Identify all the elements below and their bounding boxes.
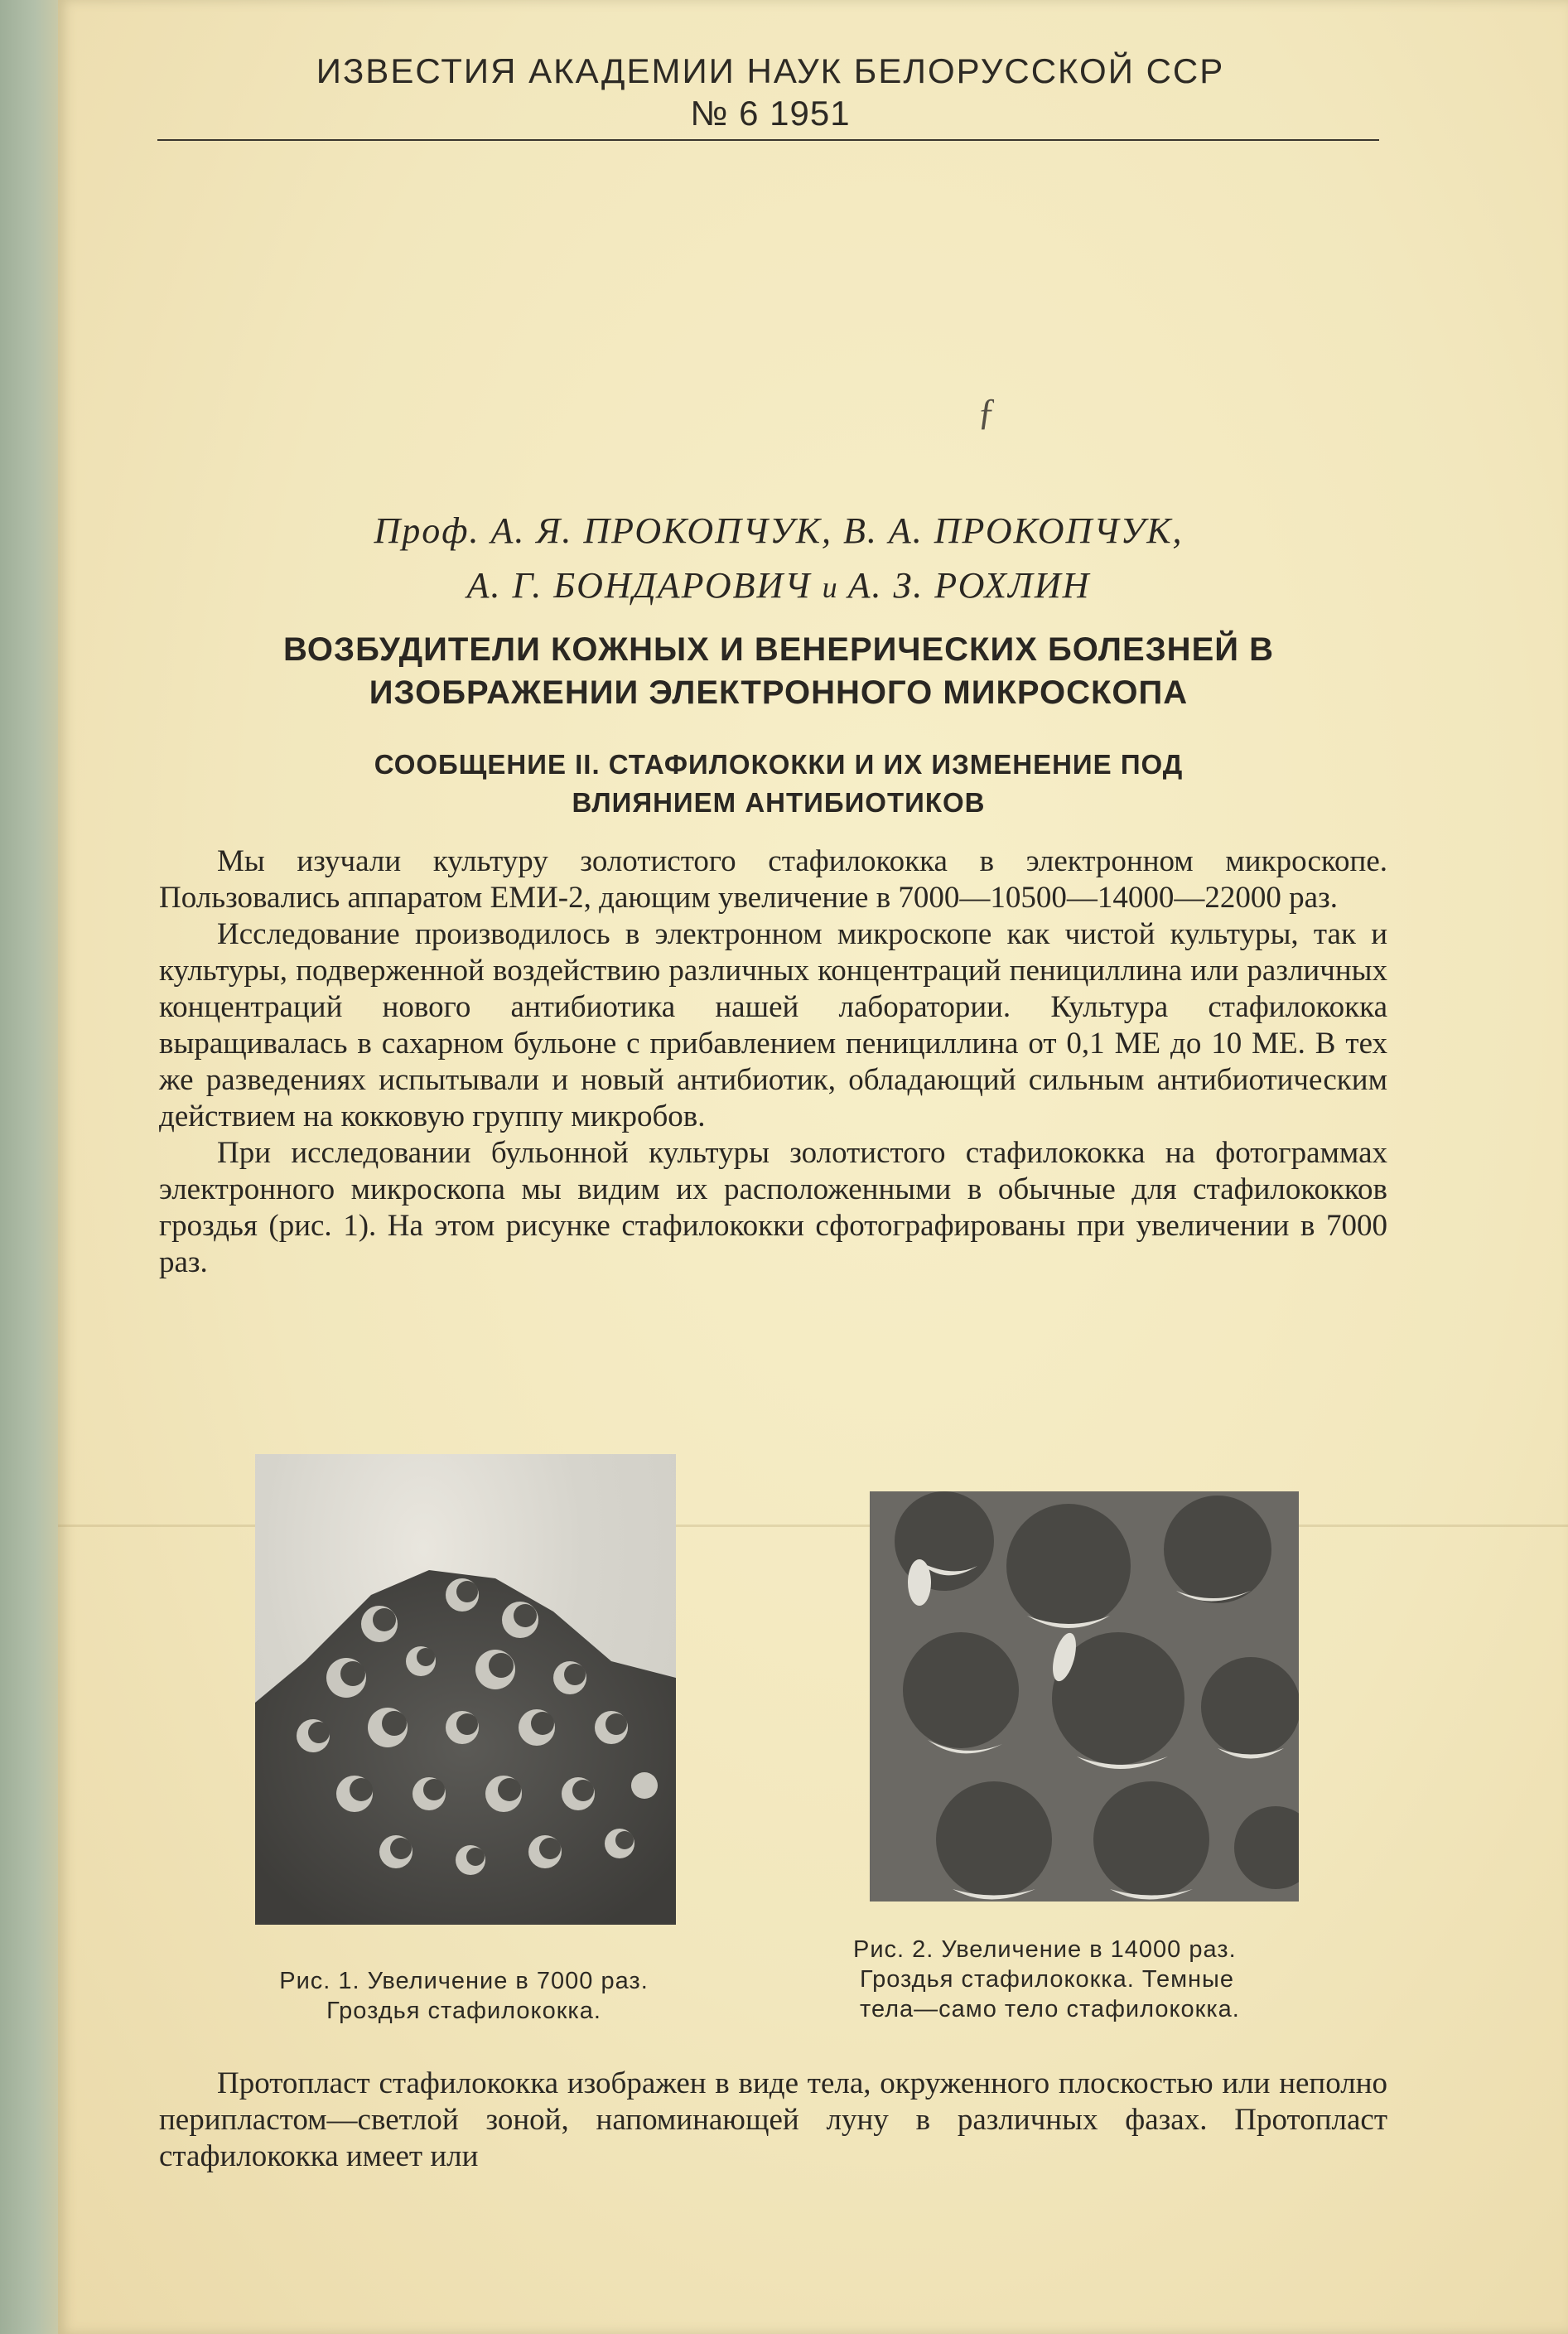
figure-1-caption-line-2: Гроздья стафилококка.	[326, 1998, 601, 2024]
figure-2-caption-line-1: Рис. 2. Увеличение в 14000 раз.	[853, 1936, 1237, 1963]
article-title-line-2: ИЗОБРАЖЕНИИ ЭЛЕКТРОННОГО МИКРОСКОПА	[369, 674, 1189, 711]
figure-1-micrograph	[255, 1454, 676, 1925]
author-line-2	[248, 558, 1309, 615]
article-title	[166, 628, 1392, 714]
journal-title: ИЗВЕСТИЯ АКАДЕМИИ НАУК БЕЛОРУССКОЙ ССР	[316, 51, 1225, 90]
author-line-1: Проф. А. Я. ПРОКОПЧУК, В. А. ПРОКОПЧУК,	[374, 510, 1184, 551]
article-subtitle-line-2: ВЛИЯНИЕМ АНТИБИОТИКОВ	[572, 787, 986, 818]
article-body	[159, 843, 1387, 1281]
article-subtitle	[232, 746, 1325, 822]
figure-2-micrograph	[870, 1491, 1299, 1902]
author-list	[248, 504, 1309, 615]
author-conjunction: и	[822, 571, 837, 604]
author-line-2-first: А. Г. БОНДАРОВИЧ	[466, 565, 812, 606]
article-title-line-1: ВОЗБУДИТЕЛИ КОЖНЫХ И ВЕНЕРИЧЕСКИХ БОЛЕЗНЕЙ В	[283, 631, 1274, 668]
figure-1-caption-line-1: Рис. 1. Увеличение в 7000 раз.	[279, 1968, 649, 1994]
binding-strip	[0, 0, 58, 2334]
paragraph-4: Протопласт стафилококка изображен в виде тела, окруженного плоскостью или неполно перипластом—светлой зоной, напоминающей луну в различных фазах. Протопласт стафилококка имеет или	[159, 2066, 1387, 2173]
header-rule	[157, 139, 1379, 141]
figure-2-caption-line-2: Гроздья стафилококка. Темные	[860, 1966, 1235, 1993]
article-body-continued	[159, 2066, 1387, 2175]
paragraph-2: Исследование производилось в электронном микроскопе как чистой культуры, так и культуры, подверженной воздействию различных концентраций пенициллина или различных концентраций нового антибиотика нашей лаборатории. Культура стафилококка выращивалась в сахарном бульоне с прибавлением пенициллина от 0,1 МЕ до 10 МЕ. В тех же разведениях испытывали и новый антибиотик, обладающий сильным антибиотическим действием на кокковую группу микробов.	[159, 917, 1387, 1133]
paragraph-3: При исследовании бульонной культуры золотистого стафилококка на фотограммах электронного микроскопа мы видим их расположенными в обычные для стафилококков гроздья (рис. 1). На этом рисунке стафилококки сфотографированы при увеличении в 7000 раз.	[159, 1136, 1387, 1279]
article-subtitle-line-1: СООБЩЕНИЕ II. СТАФИЛОКОККИ И ИХ ИЗМЕНЕНИЕ ПОД	[374, 749, 1184, 780]
author-line-2-second: А. З. РОХЛИН	[847, 565, 1091, 606]
handwritten-mark: ƒ	[977, 390, 996, 432]
figure-1-caption	[207, 1966, 721, 2026]
figure-2-caption	[853, 1935, 1350, 2024]
journal-issue: № 6 1951	[690, 94, 851, 133]
paragraph-1: Мы изучали культуру золотистого стафилококка в электронном микроскопе. Пользовались аппаратом ЕМИ-2, дающим увеличение в 7000—10500—14000—22000 раз.	[159, 844, 1387, 915]
journal-header	[157, 50, 1383, 134]
figure-2-caption-line-3: тела—само тело стафилококка.	[860, 1996, 1240, 2022]
